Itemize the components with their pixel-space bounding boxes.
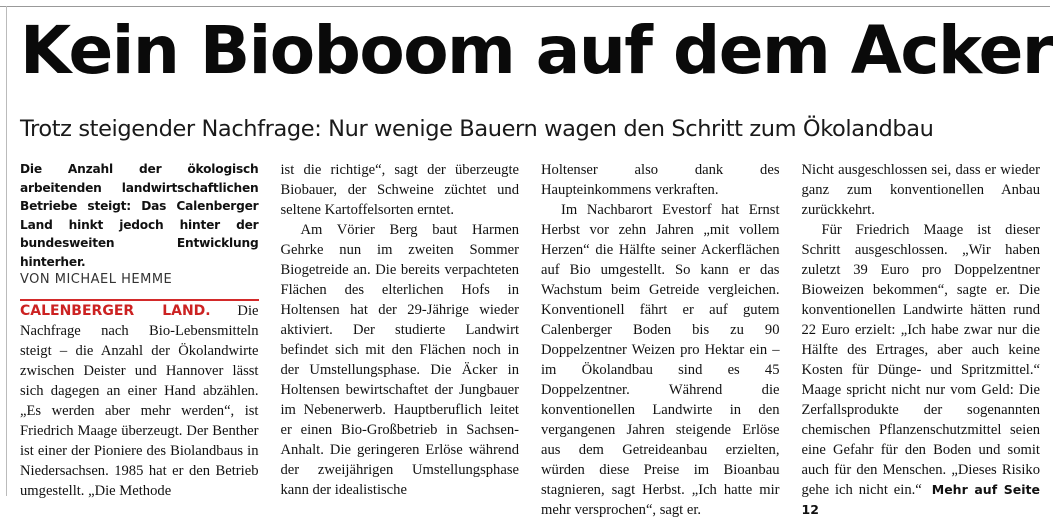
paragraph: Am Vörier Berg baut Harmen Gehrke nun im zweiten Sommer Biogetreide an. Die bereits verpachteten Flächen des elterlichen Hofs in Holtensen hat der 29-Jährige wieder aktiviert. Der studierte Landwirt befindet sich mit den Flächen noch in der Umstellungsphase. Die Äcker in Holtensen bewirtschaftet der Jungbauer im Nebenerwerb. Hauptberuflich leitet er einen Bio-Großbetrieb in Sachsen-Anhalt. Die geringeren Erlöse während der zweijährigen Umstellungsphase kann der idealistische — [280, 222, 519, 498]
paragraph: Nicht ausgeschlossen sei, dass er wieder ganz zum konventionellen Anbau zurückkehrt. — [801, 162, 1040, 218]
article-body — [20, 160, 1040, 518]
column-2 — [281, 160, 520, 520]
continuation-link[interactable]: Mehr auf Seite 12 — [801, 482, 1040, 517]
column-4 — [802, 160, 1041, 520]
top-rule — [0, 6, 1050, 7]
paragraph: Im Nachbarort Evestorf hat Ernst Herbst vor zehn Jahren „mit vollem Herzen“ die Hälfte seiner Ackerflächen auf Bio umgestellt. So kann er das Wachstum beim Getreide vergleichen. Konventionell fährt er auf gutem Calenberger Boden bis zu 90 Doppelzentner Weizen pro Hektar ein – im Ökolandbau sind es 45 Doppelzentner. Während die konventionellen Landwirte in den vergangenen Jahren steigende Erlöse aus dem Getreideanbau erzielten, würden diese Preise im Bioanbau stagnieren, sagt Herbst. „Ich hatte mir mehr versprochen“, sagt er. — [541, 202, 780, 518]
headline: Kein Bioboom auf dem Acker — [20, 12, 1053, 89]
paragraph-text: Die Nachfrage nach Bio-Lebensmitteln steigt – die Anzahl der Ökolandwirte zwischen Deister und Hannover lässt sich dagegen an einer Hand abzählen. „Es werden aber mehr werden“, ist Friedrich Maage überzeugt. Der Benther ist einer der Pioniere des Biolandbaus in Niedersachsen. 1985 hat er den Betrieb umgestellt. „Die Methode — [20, 303, 259, 499]
dateline: CALENBERGER LAND. — [20, 303, 211, 319]
byline: VON MICHAEL HEMME — [20, 271, 259, 301]
subheadline: Trotz steigender Nachfrage: Nur wenige Bauern wagen den Schritt zum Ökolandbau — [20, 116, 934, 142]
article-intro: Die Anzahl der ökologisch arbeitenden landwirtschaftlichen Betriebe steigt: Das Calenberger Land hinkt jedoch hinter der bundesweiten Entwicklung hinterher. — [20, 162, 259, 269]
paragraph-text: Für Friedrich Maage ist dieser Schritt ausgeschlossen. „Wir haben zuletzt 39 Euro pro Doppelzentner Bioweizen bekommen“, sagte er. Die konventionellen Landwirte hätten rund 22 Euro erzielt: „Ich habe zwar nur die Hälfte des Ertrages, aber auch keine Kosten für Dünge- und Spritzmittel.“ Maage spricht nicht nur vom Geld: Die Zerfallsprodukte der sogenannten chemischen Pflanzenschutzmittel seien eine Gefahr für den Boden und somit auch für den Menschen. „Dieses Risiko gehe ich nicht ein.“ — [801, 222, 1040, 498]
column-3 — [541, 160, 780, 520]
paragraph — [802, 220, 1041, 520]
paragraph: Holtenser also dank des Haupteinkommens verkraften. — [541, 162, 780, 198]
paragraph: ist die richtige“, sagt der überzeugte Biobauer, der Schweine züchtet und seltene Kartoffelsorten erntet. — [280, 162, 519, 218]
left-rule — [6, 6, 7, 496]
column-1 — [20, 160, 259, 520]
paragraph — [20, 301, 259, 501]
